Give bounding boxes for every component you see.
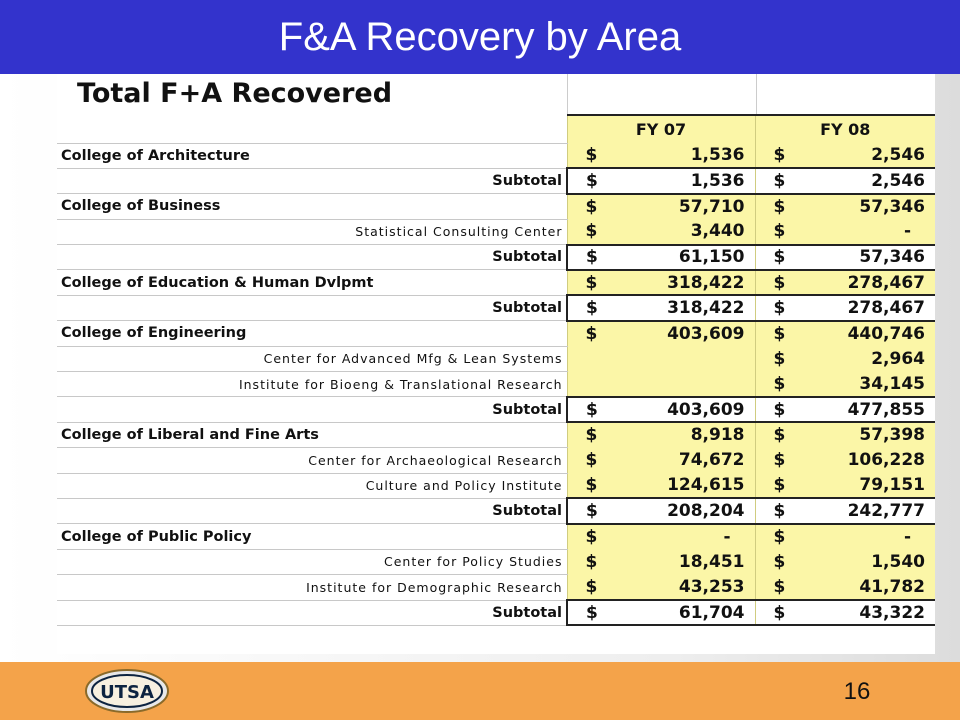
- amount: 1,540: [871, 551, 925, 572]
- value-cell-fy08: [755, 270, 935, 295]
- currency-symbol: $: [585, 272, 598, 293]
- college-row: [57, 270, 935, 295]
- value-cell-fy08: [755, 219, 935, 244]
- row-label: College of Liberal and Fine Arts: [57, 422, 567, 447]
- row-label: Culture and Policy Institute: [57, 473, 567, 498]
- currency-symbol: $: [586, 602, 598, 623]
- currency-symbol: $: [773, 298, 786, 319]
- value-cell-fy07: [567, 498, 755, 523]
- currency-symbol: $: [585, 475, 598, 496]
- value-cell-fy08: [755, 321, 935, 346]
- value-cell-fy07: [567, 295, 755, 320]
- amount: -: [723, 527, 731, 548]
- currency-symbol: $: [773, 221, 786, 242]
- row-label: College of Architecture: [57, 143, 567, 168]
- amount: 403,609: [667, 399, 745, 420]
- currency-symbol: $: [773, 272, 786, 293]
- currency-symbol: $: [773, 399, 786, 420]
- page-number: 16: [843, 678, 871, 705]
- row-label: Center for Policy Studies: [57, 549, 567, 574]
- utsa-logo: [84, 668, 170, 714]
- header-label-cell: [57, 115, 567, 143]
- row-label: College of Public Policy: [57, 524, 567, 549]
- row-label: College of Business: [57, 194, 567, 219]
- amount: 318,422: [667, 298, 745, 319]
- value-cell-fy08: [755, 143, 935, 168]
- value-cell-fy07: [567, 524, 755, 549]
- center-row: [57, 575, 935, 600]
- title-bar: [0, 0, 960, 74]
- subtotal-row: [57, 168, 935, 193]
- row-label: Subtotal: [57, 245, 567, 270]
- value-cell-fy07: [567, 422, 755, 447]
- logo-text: UTSA: [100, 682, 154, 703]
- currency-symbol: $: [585, 221, 598, 242]
- value-cell-fy08: [755, 524, 935, 549]
- amount: 34,145: [859, 373, 925, 394]
- column-header-fy07: FY 07: [567, 115, 755, 143]
- subtotal-row: [57, 600, 935, 625]
- college-row: [57, 422, 935, 447]
- value-cell-fy08: [755, 473, 935, 498]
- amount: 57,346: [859, 247, 925, 268]
- row-label: Institute for Demographic Research: [57, 575, 567, 600]
- row-label: Institute for Bioeng & Translational Research: [57, 372, 567, 397]
- currency-symbol: $: [586, 298, 598, 319]
- row-label: Subtotal: [57, 498, 567, 523]
- amount: 57,710: [678, 196, 745, 217]
- value-cell-fy08: [755, 168, 935, 193]
- value-cell-fy08: [755, 194, 935, 219]
- amount: 403,609: [667, 323, 745, 344]
- slide-title: F&A Recovery by Area: [278, 14, 682, 59]
- currency-symbol: $: [773, 247, 786, 268]
- amount: 2,546: [871, 171, 925, 192]
- college-row: [57, 194, 935, 219]
- amount: 440,746: [847, 323, 925, 344]
- amount: 318,422: [667, 272, 745, 293]
- value-cell-fy08: [755, 346, 935, 371]
- value-cell-fy07: [567, 575, 755, 600]
- center-row: [57, 219, 935, 244]
- amount: 8,918: [690, 425, 745, 446]
- currency-symbol: $: [585, 196, 598, 217]
- currency-symbol: $: [773, 425, 786, 446]
- currency-symbol: $: [773, 145, 786, 166]
- value-cell-fy07: [567, 321, 755, 346]
- amount: 18,451: [678, 551, 745, 572]
- value-cell-fy07: [567, 346, 755, 371]
- currency-symbol: $: [586, 171, 598, 192]
- amount: 79,151: [859, 475, 925, 496]
- value-cell-fy07: [567, 270, 755, 295]
- amount: 1,536: [690, 145, 745, 166]
- value-cell-fy08: [755, 295, 935, 320]
- row-label: Subtotal: [57, 295, 567, 320]
- amount: 3,440: [690, 221, 745, 242]
- value-cell-fy08: [755, 372, 935, 397]
- amount: 57,398: [859, 425, 925, 446]
- currency-symbol: $: [773, 450, 786, 471]
- value-cell-fy07: [567, 143, 755, 168]
- amount: 2,964: [871, 348, 925, 369]
- value-cell-fy07: [567, 600, 755, 625]
- currency-symbol: $: [773, 501, 786, 522]
- row-label: Subtotal: [57, 168, 567, 193]
- currency-symbol: $: [585, 323, 598, 344]
- currency-symbol: $: [773, 527, 786, 548]
- center-row: [57, 549, 935, 574]
- center-row: [57, 346, 935, 371]
- value-cell-fy08: [755, 448, 935, 473]
- amount: 278,467: [847, 272, 925, 293]
- currency-symbol: $: [773, 475, 786, 496]
- amount: 278,467: [847, 298, 925, 319]
- currency-symbol: $: [773, 602, 786, 623]
- value-cell-fy07: [567, 448, 755, 473]
- row-label: Subtotal: [57, 397, 567, 422]
- amount: 57,346: [859, 196, 925, 217]
- amount: 1,536: [690, 171, 745, 192]
- value-cell-fy07: [567, 372, 755, 397]
- amount: 41,782: [859, 576, 925, 597]
- header-empty-cell: [567, 74, 757, 114]
- amount: 74,672: [678, 450, 745, 471]
- column-header-fy08: FY 08: [755, 115, 935, 143]
- currency-symbol: $: [773, 196, 786, 217]
- amount: 43,322: [859, 602, 925, 623]
- column-header-row: [57, 115, 935, 143]
- row-label: Subtotal: [57, 600, 567, 625]
- college-row: [57, 321, 935, 346]
- value-cell-fy08: [755, 422, 935, 447]
- currency-symbol: $: [773, 551, 786, 572]
- currency-symbol: $: [585, 450, 598, 471]
- currency-symbol: $: [773, 348, 786, 369]
- currency-symbol: $: [586, 247, 598, 268]
- amount: 208,204: [667, 501, 745, 522]
- currency-symbol: $: [585, 527, 598, 548]
- value-cell-fy08: [755, 549, 935, 574]
- subtotal-row: [57, 397, 935, 422]
- currency-symbol: $: [586, 399, 598, 420]
- spreadsheet: [57, 74, 935, 654]
- center-row: [57, 473, 935, 498]
- value-cell-fy07: [567, 397, 755, 422]
- sheet-title: Total F+A Recovered: [77, 78, 393, 109]
- row-label: Center for Advanced Mfg & Lean Systems: [57, 346, 567, 371]
- value-cell-fy07: [567, 245, 755, 270]
- currency-symbol: $: [586, 501, 598, 522]
- amount: 242,777: [847, 501, 925, 522]
- amount: 43,253: [678, 576, 745, 597]
- currency-symbol: $: [773, 373, 786, 394]
- amount: 477,855: [847, 399, 925, 420]
- value-cell-fy08: [755, 498, 935, 523]
- amount: 124,615: [667, 475, 745, 496]
- amount: -: [903, 527, 911, 548]
- header-empty-cell: [755, 74, 935, 114]
- recovery-table: [57, 114, 935, 626]
- amount: -: [903, 221, 911, 242]
- value-cell-fy08: [755, 245, 935, 270]
- currency-symbol: $: [773, 171, 786, 192]
- amount: 61,704: [678, 602, 745, 623]
- amount: 106,228: [847, 450, 925, 471]
- currency-symbol: $: [773, 576, 786, 597]
- value-cell-fy08: [755, 397, 935, 422]
- row-label: Center for Archaeological Research: [57, 448, 567, 473]
- center-row: [57, 372, 935, 397]
- currency-symbol: $: [585, 576, 598, 597]
- value-cell-fy07: [567, 219, 755, 244]
- currency-symbol: $: [773, 323, 786, 344]
- row-label: College of Education & Human Dvlpmt: [57, 270, 567, 295]
- subtotal-row: [57, 245, 935, 270]
- row-label: Statistical Consulting Center: [57, 219, 567, 244]
- college-row: [57, 143, 935, 168]
- subtotal-row: [57, 498, 935, 523]
- value-cell-fy07: [567, 194, 755, 219]
- amount: 61,150: [678, 247, 745, 268]
- currency-symbol: $: [585, 551, 598, 572]
- college-row: [57, 524, 935, 549]
- currency-symbol: $: [585, 425, 598, 446]
- value-cell-fy08: [755, 600, 935, 625]
- value-cell-fy07: [567, 473, 755, 498]
- value-cell-fy07: [567, 549, 755, 574]
- subtotal-row: [57, 295, 935, 320]
- row-label: College of Engineering: [57, 321, 567, 346]
- value-cell-fy07: [567, 168, 755, 193]
- center-row: [57, 448, 935, 473]
- amount: 2,546: [871, 145, 925, 166]
- currency-symbol: $: [585, 145, 598, 166]
- value-cell-fy08: [755, 575, 935, 600]
